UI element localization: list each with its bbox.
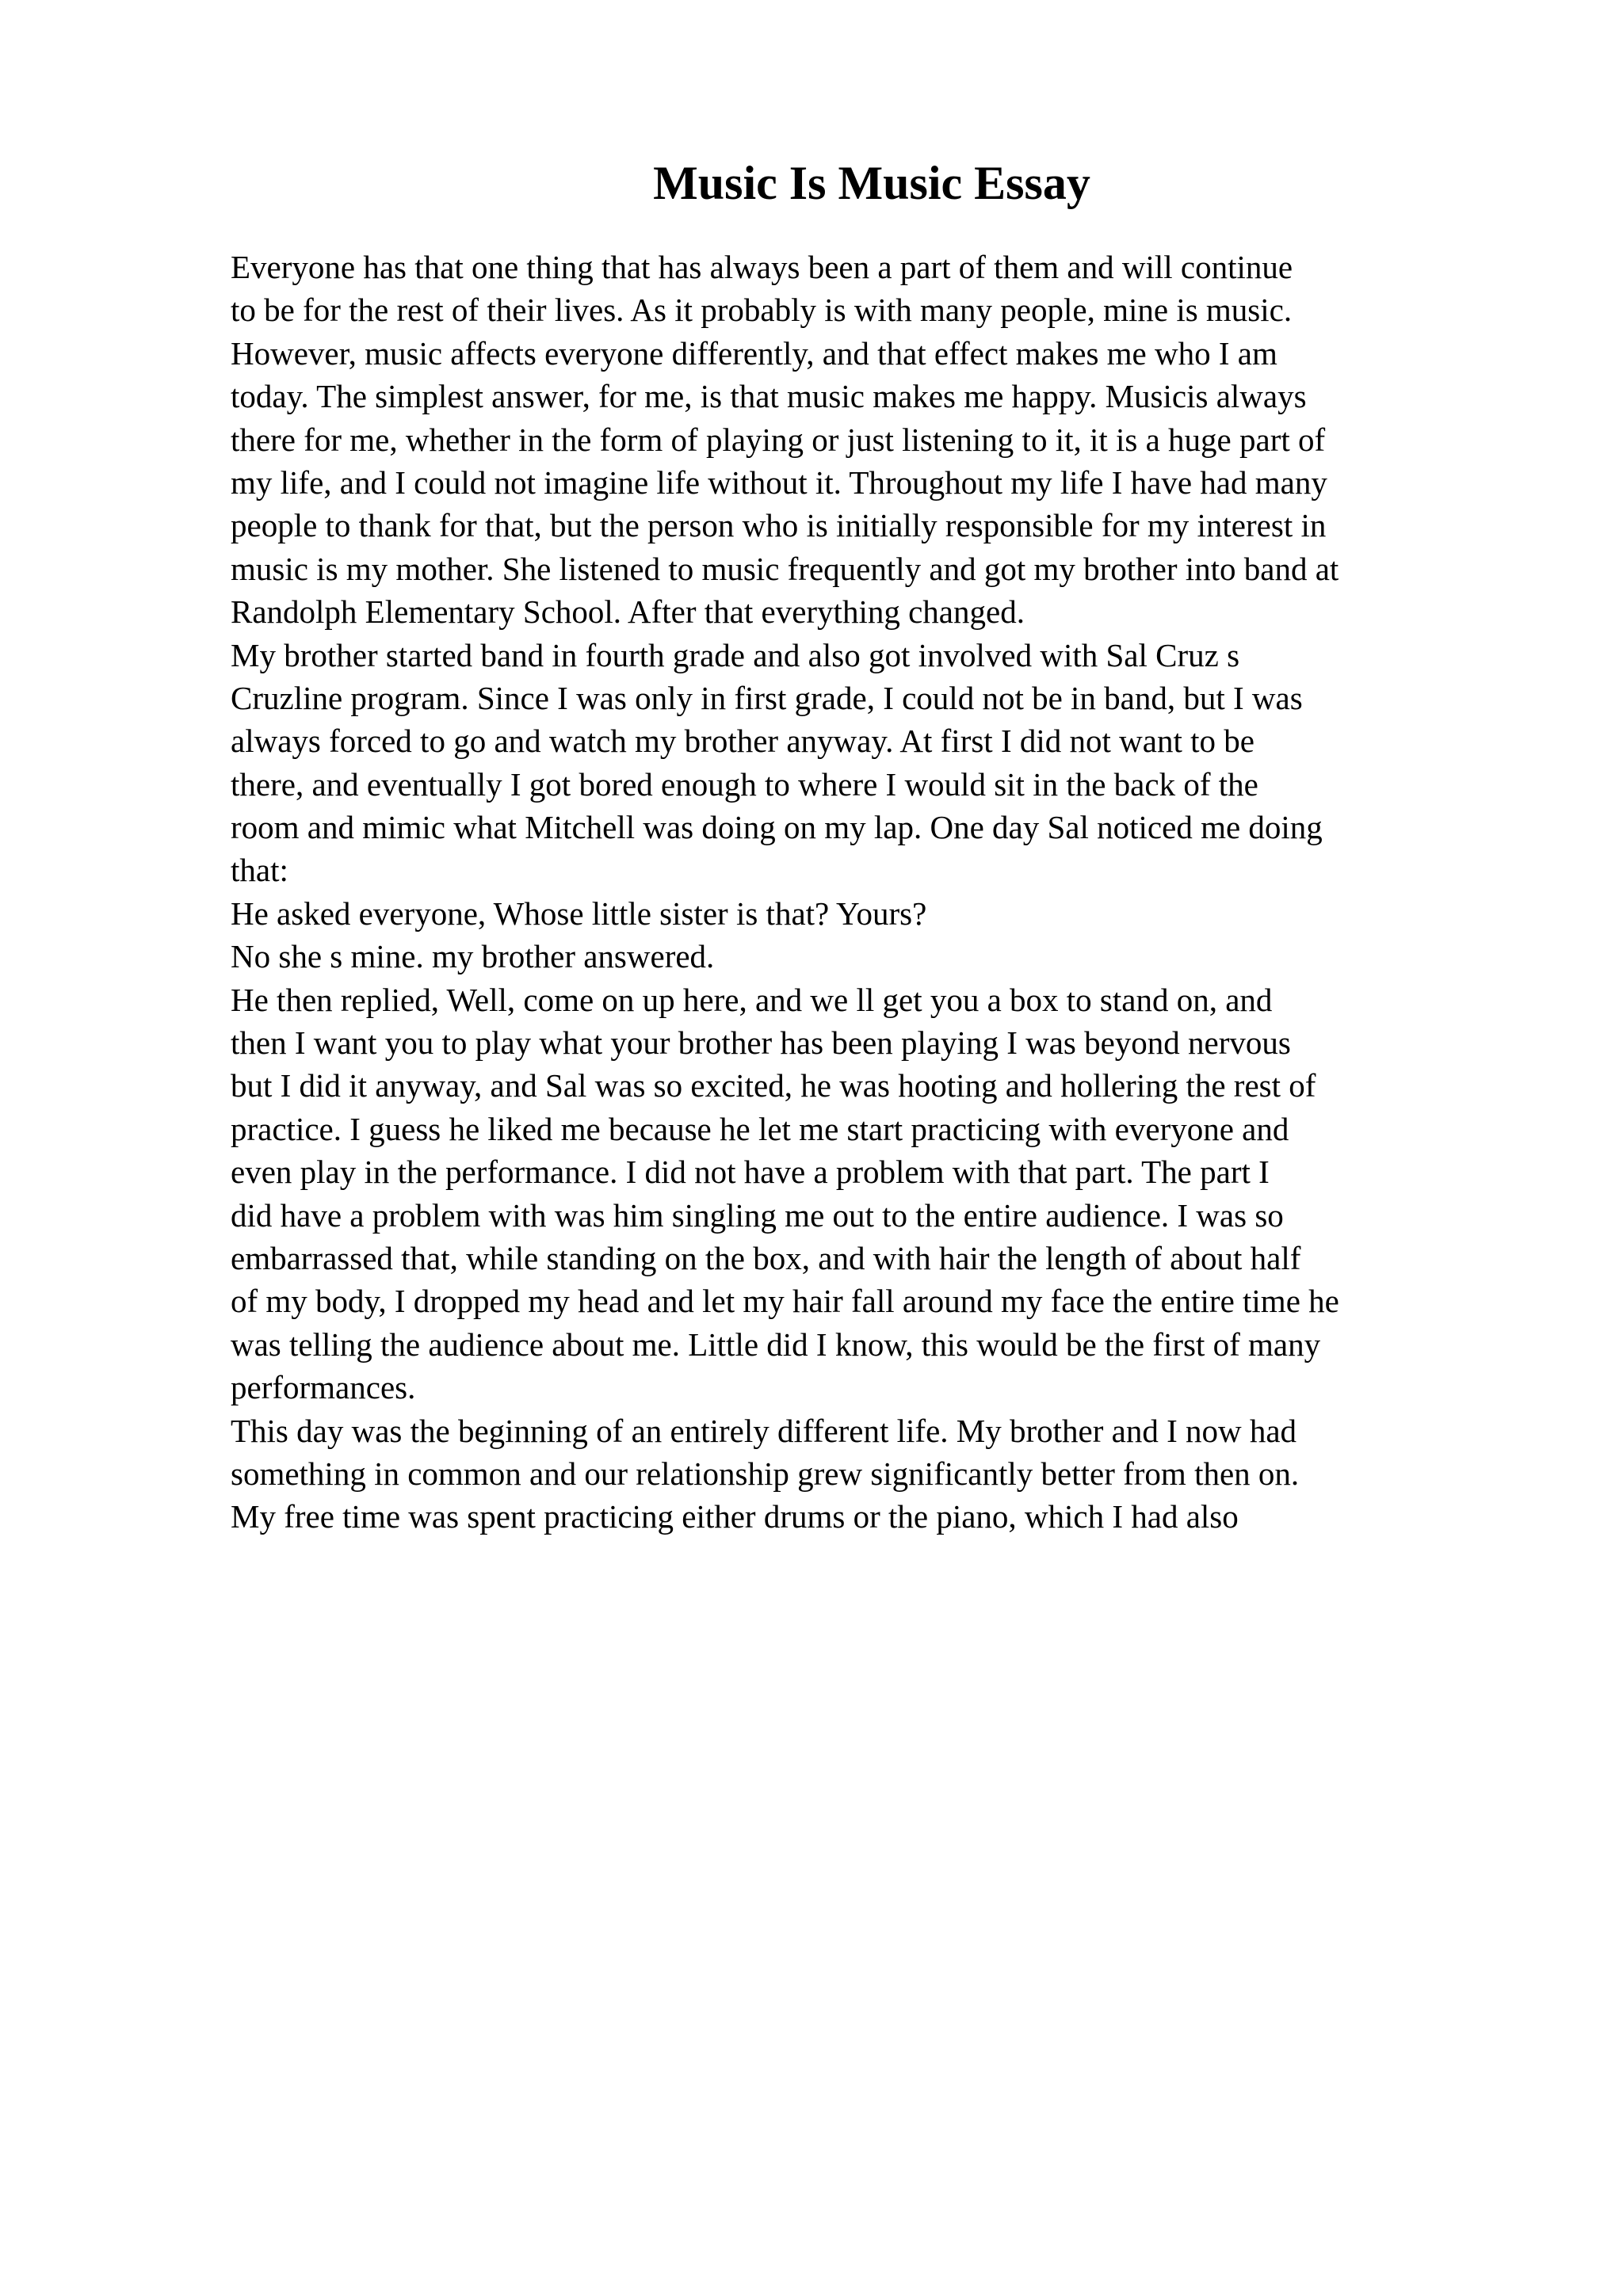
text-line: No she s mine. my brother answered. <box>231 938 715 975</box>
text-line: performances. <box>231 1369 416 1406</box>
text-line: even play in the performance. I did not have a problem with that part. The part I <box>231 1154 1270 1191</box>
text-line: then I want you to play what your brother has been playing I was beyond nervous <box>231 1024 1291 1062</box>
text-line: He asked everyone, Whose little sister is that? Yours? <box>231 894 927 932</box>
text-line: people to thank for that, but the person who is initially responsible for my interest in <box>231 507 1327 544</box>
text-line: to be for the rest of their lives. As it probably is with many people, mine is music. <box>231 292 1293 329</box>
page-title: Music Is Music Essay <box>653 157 1090 209</box>
text-line: embarrassed that, while standing on the box, and with hair the length of about half <box>231 1239 1301 1276</box>
text-line: My free time was spent practicing either drums or the piano, which I had also <box>231 1498 1239 1535</box>
text-line: room and mimic what Mitchell was doing on my lap. One day Sal noticed me doing <box>231 809 1323 846</box>
text-line: However, music affects everyone differently, and that effect makes me who I am <box>231 334 1277 372</box>
text-line: today. The simplest answer, for me, is that music makes me happy. Musicis always <box>231 378 1307 415</box>
text-line: Cruzline program. Since I was only in first grade, I could not be in band, but I was <box>231 679 1303 716</box>
text-line: This day was the beginning of an entirely different life. My brother and I now had <box>231 1412 1297 1449</box>
text-line: My brother started band in fourth grade and also got involved with Sal Cruz s <box>231 636 1240 673</box>
text-line: my life, and I could not imagine life without it. Throughout my life I have had many <box>231 463 1327 501</box>
text-line: something in common and our relationship grew significantly better from then on. <box>231 1455 1300 1492</box>
text-line: did have a problem with was him singling me out to the entire audience. I was so <box>231 1196 1284 1234</box>
text-line: of my body, I dropped my head and let my hair fall around my face the entire time he <box>231 1283 1339 1320</box>
text-line: practice. I guess he liked me because he let me start practicing with everyone and <box>231 1110 1289 1147</box>
text-line: was telling the audience about me. Little did I know, this would be the first of many <box>231 1325 1321 1363</box>
text-line: that: <box>231 852 288 889</box>
essay-body <box>231 246 1594 1539</box>
text-line: but I did it anyway, and Sal was so excited, he was hooting and hollering the rest of <box>231 1067 1316 1104</box>
text-line: there for me, whether in the form of playing or just listening to it, it is a huge part of <box>231 421 1326 458</box>
text-line: music is my mother. She listened to music frequently and got my brother into band at <box>231 550 1339 587</box>
text-line: there, and eventually I got bored enough to where I would sit in the back of the <box>231 765 1258 803</box>
text-line: He then replied, Well, come on up here, and we ll get you a box to stand on, and <box>231 981 1273 1018</box>
text-line: Everyone has that one thing that has always been a part of them and will continue <box>231 249 1293 285</box>
text-line: always forced to go and watch my brother anyway. At first I did not want to be <box>231 723 1254 760</box>
text-line: Randolph Elementary School. After that everything changed. <box>231 593 1025 631</box>
